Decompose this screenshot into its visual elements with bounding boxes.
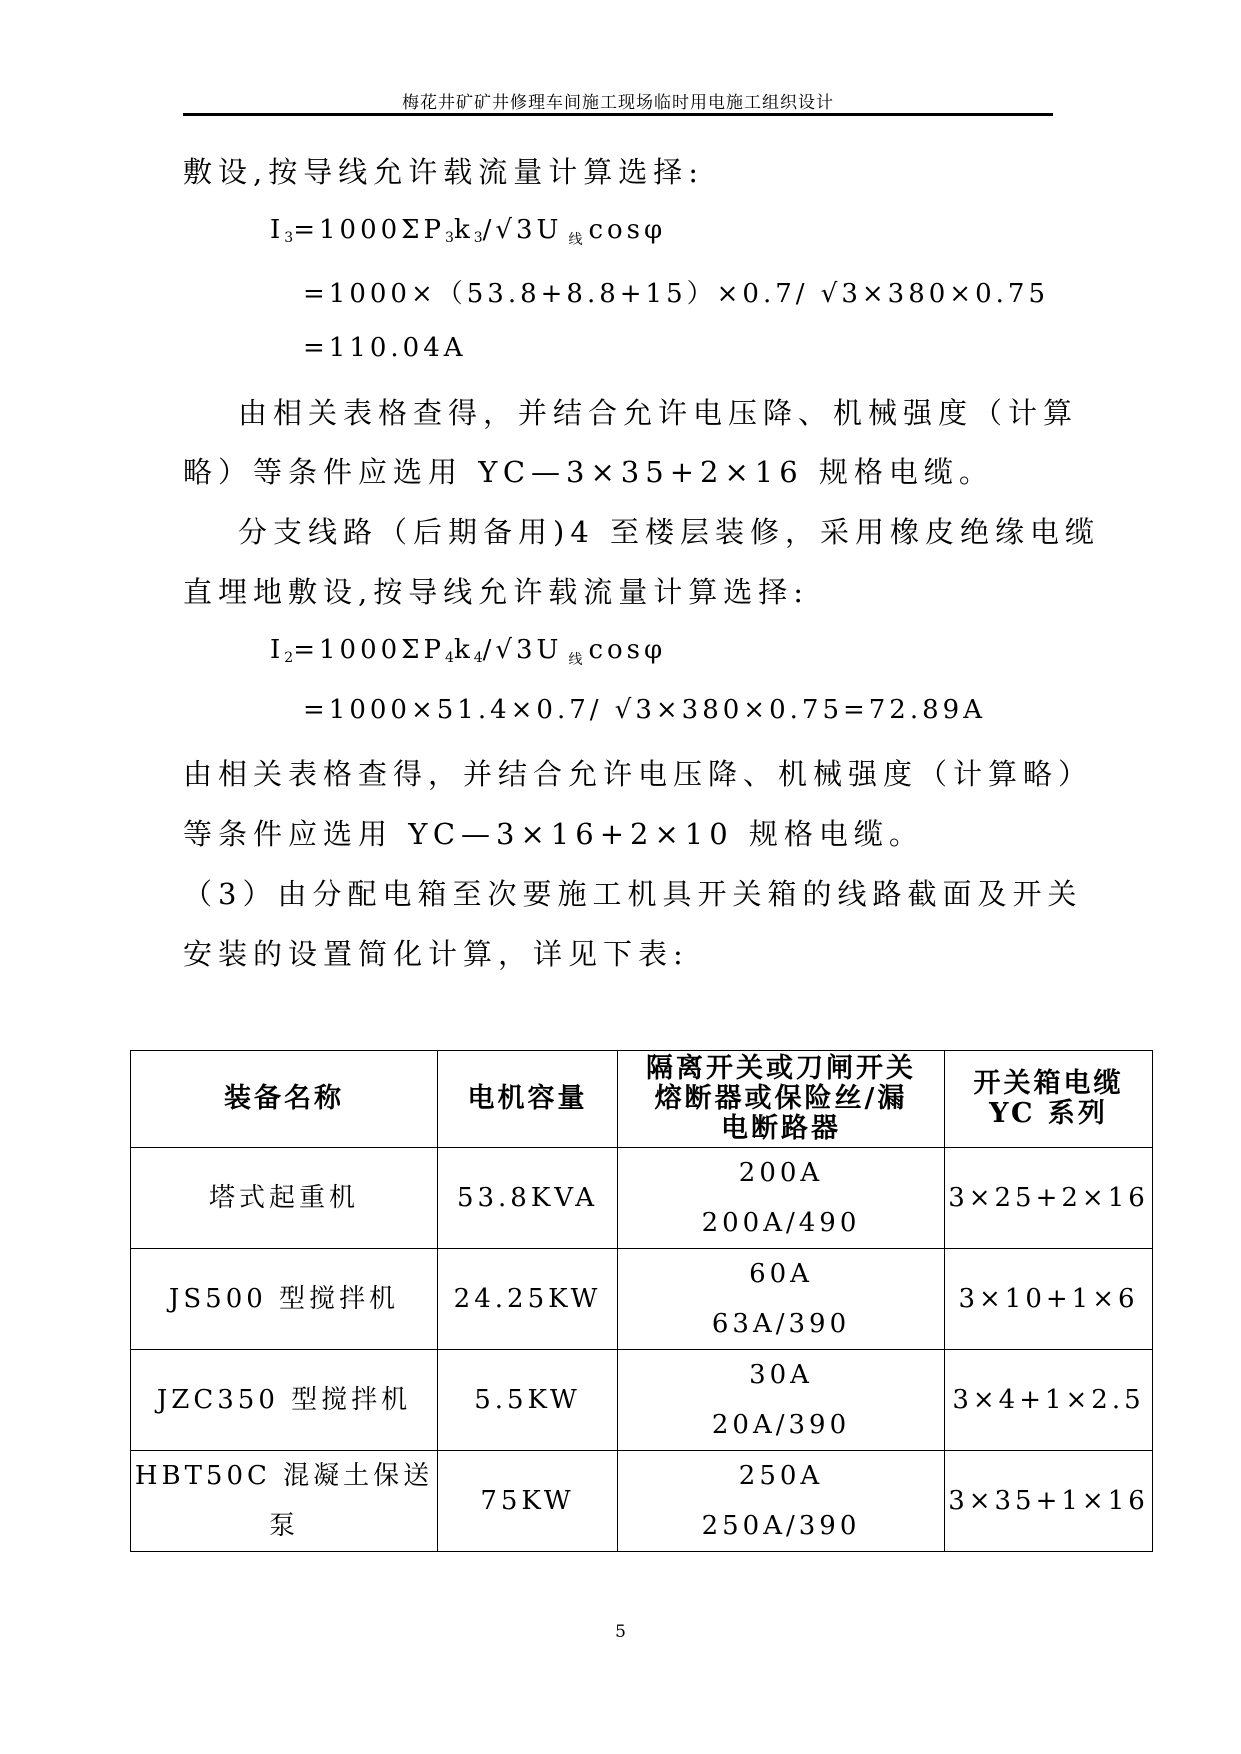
header-equipment-name: 装备名称 (131, 1051, 438, 1148)
formula-subscript: 线 (568, 232, 583, 248)
cell-cable: 3×4+1×2.5 (945, 1350, 1153, 1451)
formula-subscript: 线 (568, 652, 583, 668)
running-header: 梅花井矿矿井修理车间施工现场临时用电施工组织设计 (402, 93, 834, 113)
cell-switch (618, 1350, 945, 1451)
formula-i3 (270, 215, 666, 249)
table-row (131, 1451, 1153, 1552)
cell-breaker-rating: 250A/390 (701, 1511, 861, 1541)
header-rule (183, 113, 1053, 116)
formula-line: =110.04A (303, 333, 467, 363)
formula-line: =1000×（53.8+8.8+15）×0.7/ √3×380×0.75 (303, 279, 1049, 309)
cell-breaker-rating: 200A/490 (701, 1208, 861, 1238)
paragraph-line: 由相关表格查得，并结合允许电压降、机械强度（计算略） (183, 757, 1094, 791)
page-number: 5 (615, 1622, 626, 1642)
formula-subscript: 3 (445, 230, 454, 246)
cell-equipment-name-line: HBT50C 混凝土保送 (134, 1461, 434, 1491)
cell-cable: 3×35+1×16 (945, 1451, 1153, 1552)
paragraph-line: 略）等条件应选用 YC—3×35+2×16 规格电缆。 (183, 455, 994, 489)
paragraph-line: 由相关表格查得，并结合允许电压降、机械强度（计算 (238, 396, 1079, 430)
cell-motor-capacity: 75KW (438, 1451, 618, 1552)
cell-breaker-rating: 63A/390 (711, 1309, 851, 1339)
table-row (131, 1148, 1153, 1249)
paragraph-line: 敷设,按导线允许载流量计算选择: (183, 155, 704, 189)
header-cable-line: 开关箱电缆 (973, 1068, 1124, 1099)
header-motor-capacity: 电机容量 (438, 1051, 618, 1148)
cell-breaker-rating: 20A/390 (711, 1410, 851, 1440)
formula-subscript: 2 (284, 650, 294, 666)
cell-switch-rating: 30A (749, 1360, 813, 1390)
paragraph-line: 等条件应选用 YC—3×16+2×10 规格电缆。 (183, 817, 924, 851)
cell-cable: 3×10+1×6 (945, 1249, 1153, 1350)
paragraph-line: 直埋地敷设,按导线允许载流量计算选择: (183, 575, 809, 609)
cell-switch-rating: 250A (738, 1461, 824, 1491)
formula-part: k (453, 215, 474, 245)
formula-part: cosφ (588, 635, 667, 665)
paragraph-line: 分支线路（后期备用)4 至楼层装修，采用橡皮绝缘电缆 (238, 515, 1100, 549)
cell-equipment-name-line: 泵 (268, 1511, 299, 1541)
header-switch-line: 熔断器或保险丝/漏 (654, 1083, 908, 1114)
cell-equipment-name (131, 1451, 438, 1552)
cell-switch (618, 1249, 945, 1350)
cell-equipment-name: 塔式起重机 (131, 1148, 438, 1249)
formula-part: =1000ΣP (293, 635, 446, 665)
paragraph-line: 安装的设置简化计算，详见下表: (183, 937, 689, 971)
formula-part: I (270, 215, 285, 245)
header-cable-line: YC 系列 (989, 1098, 1108, 1129)
paragraph-line: （3）由分配电箱至次要施工机具开关箱的线路截面及开关 (183, 877, 1083, 911)
formula-line: =1000×51.4×0.7/ √3×380×0.75=72.89A (303, 695, 986, 725)
cell-switch (618, 1148, 945, 1249)
header-switch-line: 隔离开关或刀闸开关 (646, 1053, 916, 1084)
formula-i2 (270, 635, 666, 669)
header-switch (618, 1051, 945, 1148)
cell-switch (618, 1451, 945, 1552)
table-row (131, 1249, 1153, 1350)
equipment-table (130, 1050, 1153, 1552)
formula-subscript: 4 (445, 650, 454, 666)
cell-equipment-name: JZC350 型搅拌机 (131, 1350, 438, 1451)
formula-part: k (453, 635, 474, 665)
table-header-row (131, 1051, 1153, 1148)
cell-switch-rating: 60A (749, 1259, 813, 1289)
cell-equipment-name: JS500 型搅拌机 (131, 1249, 438, 1350)
cell-cable: 3×25+2×16 (945, 1148, 1153, 1249)
table-row (131, 1350, 1153, 1451)
formula-subscript: 3 (473, 230, 483, 246)
formula-part: cosφ (588, 215, 667, 245)
header-switch-line: 电断路器 (721, 1113, 841, 1144)
formula-part: /√3U (482, 635, 563, 665)
formula-subscript: 4 (473, 650, 483, 666)
header-cable (945, 1051, 1153, 1148)
cell-switch-rating: 200A (738, 1158, 824, 1188)
formula-subscript: 3 (284, 230, 294, 246)
formula-part: I (270, 635, 285, 665)
cell-motor-capacity: 53.8KVA (438, 1148, 618, 1249)
formula-part: /√3U (482, 215, 563, 245)
formula-part: =1000ΣP (293, 215, 446, 245)
cell-motor-capacity: 24.25KW (438, 1249, 618, 1350)
cell-motor-capacity: 5.5KW (438, 1350, 618, 1451)
